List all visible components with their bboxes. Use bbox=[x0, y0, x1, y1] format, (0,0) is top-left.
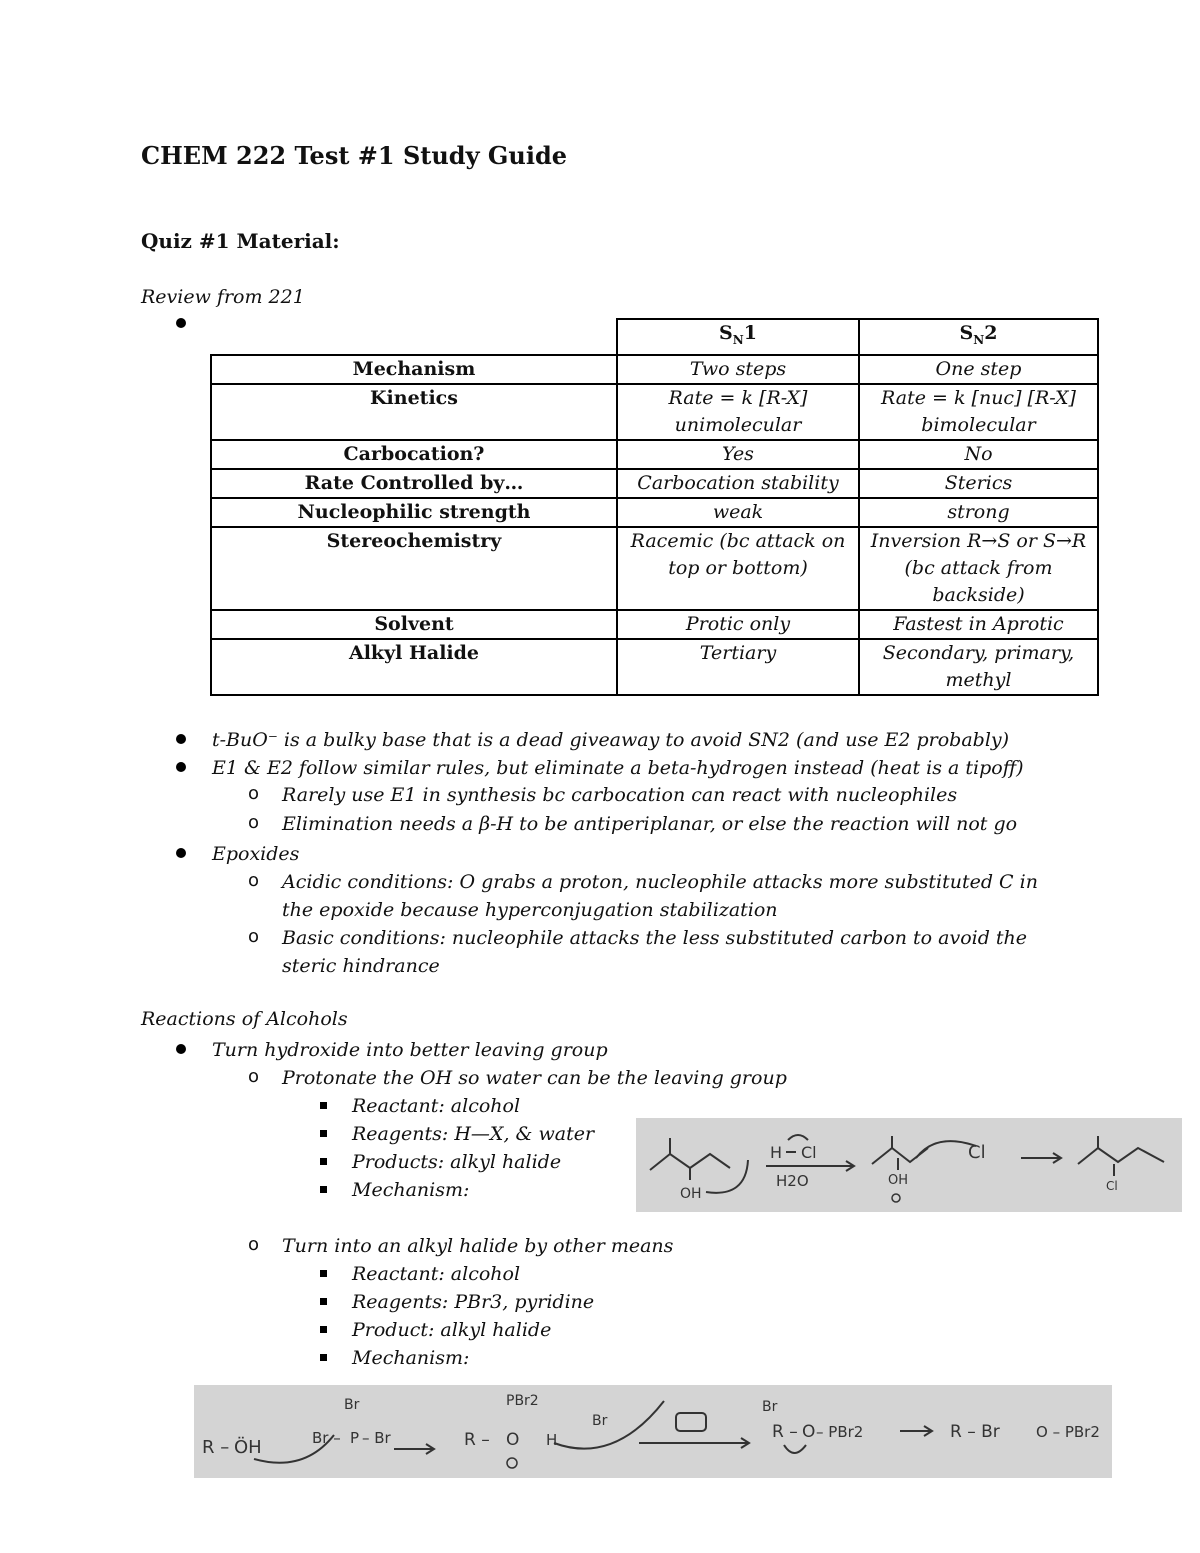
oh-label: ÖH bbox=[234, 1437, 262, 1458]
bullet-marker bbox=[176, 1044, 186, 1054]
pbr2-label-2: – PBr2 bbox=[816, 1423, 864, 1441]
sub1-mechanism: Mechanism: bbox=[352, 1179, 470, 1201]
sub-bullet-marker: o bbox=[248, 870, 260, 891]
pbr2-label-1: PBr2 bbox=[506, 1393, 539, 1409]
table-row: Stereochemistry Racemic (bc attack on top or bottom) Inversion R→S or S→R (bc attack from backside) bbox=[211, 527, 1098, 610]
square-bullet bbox=[320, 1354, 327, 1361]
bullet-acidic-2: the epoxide because hyperconjugation stabilization bbox=[282, 899, 778, 921]
table-row: Rate Controlled by… Carbocation stability Sterics bbox=[211, 469, 1098, 498]
r-label-2: R – bbox=[464, 1430, 490, 1450]
br-left-label: Br – bbox=[312, 1429, 341, 1447]
p-label: P bbox=[350, 1429, 360, 1447]
bullet-antiperiplanar: Elimination needs a β-H to be antiperiplanar, or else the reaction will not go bbox=[282, 813, 1018, 835]
square-bullet bbox=[320, 1130, 327, 1137]
sub-bullet-marker: o bbox=[248, 783, 260, 804]
sub2-mechanism: Mechanism: bbox=[352, 1347, 470, 1369]
sub-bullet-marker: o bbox=[248, 1066, 260, 1087]
br-ion-label-2: Br bbox=[762, 1399, 778, 1415]
sub1-reagents: Reagents: H—X, & water bbox=[352, 1123, 595, 1145]
table-header-row bbox=[211, 319, 1098, 355]
bullet-tbuo: t-BuO⁻ is a bulky base that is a dead giveaway to avoid SN2 (and use E2 probably) bbox=[212, 729, 1010, 751]
r-br-label: R – Br bbox=[950, 1422, 1000, 1442]
header-sn1: $S_N1$ bbox=[617, 319, 859, 355]
alcohols-heading: Reactions of Alcohols bbox=[141, 1008, 348, 1030]
bullet-leaving-group: Turn hydroxide into better leaving group bbox=[212, 1039, 608, 1061]
sub1-title: Protonate the OH so water can be the leaving group bbox=[282, 1067, 787, 1089]
square-bullet bbox=[320, 1298, 327, 1305]
h-label: H bbox=[770, 1143, 783, 1162]
square-bullet bbox=[320, 1186, 327, 1193]
sub-bullet-marker: o bbox=[248, 926, 260, 947]
sub2-product: Product: alkyl halide bbox=[352, 1319, 552, 1341]
table-row: Kinetics Rate = k [R-X] unimolecular Rate = k [nuc] [R-X] bimolecular bbox=[211, 384, 1098, 440]
table-row: Nucleophilic strength weak strong bbox=[211, 498, 1098, 527]
mechanism-sketch-pbr3 bbox=[194, 1385, 1112, 1478]
oh-label-1: OH bbox=[680, 1186, 702, 1202]
bullet-marker bbox=[176, 848, 186, 858]
table-row: Carbocation? Yes No bbox=[211, 440, 1098, 469]
review-heading: Review from 221 bbox=[141, 286, 305, 308]
bullet-marker bbox=[176, 318, 186, 328]
o-label-1: O bbox=[506, 1430, 520, 1450]
cl-label-1: Cl bbox=[801, 1143, 817, 1162]
table-row: Solvent Protic only Fastest in Aprotic bbox=[211, 610, 1098, 639]
sub-bullet-marker: o bbox=[248, 1234, 260, 1255]
square-bullet bbox=[320, 1102, 327, 1109]
mechanism-sketch-hx bbox=[636, 1118, 1182, 1212]
bullet-marker bbox=[176, 762, 186, 772]
bullet-acidic-1: Acidic conditions: O grabs a proton, nucleophile attacks more substituted C in bbox=[282, 871, 1038, 893]
sub1-reactant: Reactant: alcohol bbox=[352, 1095, 521, 1117]
bullet-epoxides: Epoxides bbox=[212, 843, 300, 865]
bullet-marker bbox=[176, 734, 186, 744]
table-row: Alkyl Halide Tertiary Secondary, primary, methyl bbox=[211, 639, 1098, 695]
o-pbr2-label: O – PBr2 bbox=[1036, 1423, 1100, 1441]
bullet-e1-synthesis: Rarely use E1 in synthesis bc carbocation can react with nucleophiles bbox=[282, 784, 958, 806]
cl-product-label: Cl bbox=[1106, 1179, 1118, 1193]
sub2-reagents: Reagents: PBr3, pyridine bbox=[352, 1291, 595, 1313]
oh2-label: OH bbox=[888, 1173, 909, 1188]
sub2-title: Turn into an alkyl halide by other means bbox=[282, 1235, 674, 1257]
br-right-label: – Br bbox=[362, 1429, 391, 1447]
cl-ion-label: Cl bbox=[968, 1142, 986, 1163]
sub1-products: Products: alkyl halide bbox=[352, 1151, 562, 1173]
o-label-2: O bbox=[802, 1422, 816, 1442]
sn1-sn2-table bbox=[210, 318, 1099, 696]
square-bullet bbox=[320, 1270, 327, 1277]
h-label: H bbox=[546, 1431, 558, 1449]
sub-bullet-marker: o bbox=[248, 812, 260, 833]
bullet-e1-e2: E1 & E2 follow similar rules, but eliminate a beta-hydrogen instead (heat is a tipoff) bbox=[212, 757, 1024, 779]
br-ion-label: Br bbox=[592, 1413, 608, 1429]
r-label-1: R – bbox=[202, 1437, 230, 1458]
br-top-label: Br bbox=[344, 1397, 360, 1413]
square-bullet bbox=[320, 1326, 327, 1333]
header-sn2: $S_N2$ bbox=[859, 319, 1098, 355]
table-row: Mechanism Two steps One step bbox=[211, 355, 1098, 384]
r-label-3: R – bbox=[772, 1422, 798, 1442]
square-bullet bbox=[320, 1158, 327, 1165]
bullet-basic-2: steric hindrance bbox=[282, 955, 440, 977]
bullet-basic-1: Basic conditions: nucleophile attacks the less substituted carbon to avoid the bbox=[282, 927, 1028, 949]
sub2-reactant: Reactant: alcohol bbox=[352, 1263, 521, 1285]
quiz-heading: Quiz #1 Material: bbox=[141, 229, 340, 253]
page-title: CHEM 222 Test #1 Study Guide bbox=[141, 141, 567, 170]
h2o-label: H2O bbox=[776, 1172, 809, 1190]
